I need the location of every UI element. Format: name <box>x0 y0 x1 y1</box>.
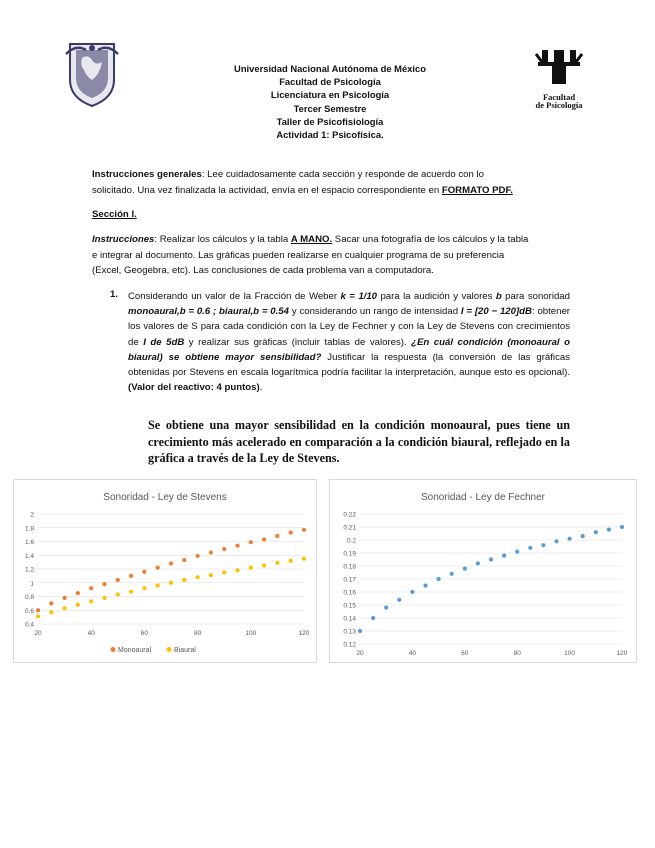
stevens-chart-svg <box>14 480 316 662</box>
data-point <box>302 557 306 561</box>
data-point <box>581 534 585 538</box>
fechner-chart-svg <box>330 480 636 662</box>
data-point <box>169 581 173 585</box>
q-text-f: y realizar sus gráficas (incluir tablas de valores). <box>184 336 412 348</box>
data-point <box>209 573 213 577</box>
chart-title: Sonoridad - Ley de Fechner <box>421 492 545 503</box>
data-point <box>515 550 519 554</box>
data-point <box>102 596 106 600</box>
x-tick-label: 100 <box>245 630 257 637</box>
answer-text: Se obtiene una mayor sensibilidad en la condición monoaural, pues tiene un crecimiento más acelerado en comparación a la condición biaural, reflejado en la gráfica a través de la Ley de Stevens. <box>148 418 570 465</box>
y-tick-label: 0.8 <box>24 594 34 601</box>
x-tick-label: 40 <box>87 630 95 637</box>
general-instructions <box>92 167 570 198</box>
general-text-2: solicitado. Una vez finalizada la actividad, envía en el espacio correspondiente en <box>92 184 442 196</box>
header-course: Taller de Psicofisiología <box>276 115 384 127</box>
logo-label-psicologia: de Psicología <box>535 100 583 110</box>
by-hand-note: A MANO. <box>290 234 333 245</box>
data-point <box>222 570 226 574</box>
data-point <box>129 574 133 578</box>
question-number: 1. <box>110 289 119 300</box>
data-point <box>437 577 441 581</box>
data-point <box>182 558 186 562</box>
data-point <box>620 525 624 529</box>
y-tick-label: 0.2 <box>346 537 356 545</box>
data-point <box>289 559 293 563</box>
data-point <box>397 598 401 602</box>
y-tick-label: 0.21 <box>343 524 356 532</box>
data-point <box>63 596 67 600</box>
data-point <box>502 554 506 558</box>
q-text-a: Considerando un valor de la Fracción de Weber <box>128 291 341 302</box>
y-tick-label: 1.4 <box>24 552 34 560</box>
y-tick-label: 1 <box>30 580 34 588</box>
data-point <box>76 603 80 607</box>
x-tick-label: 80 <box>513 650 521 657</box>
x-tick-label: 120 <box>298 630 310 637</box>
general-text-1: : Lee cuidadosamente cada sección y responde de acuerdo con lo <box>201 169 484 180</box>
data-point <box>235 568 239 572</box>
data-point <box>49 601 53 605</box>
data-point <box>76 591 80 595</box>
instructions-line-3: (Excel, Geogebra, etc). Las conclusiones de cada problema van a computadora. <box>92 265 434 276</box>
x-tick-label: 120 <box>616 650 628 657</box>
x-tick-label: 60 <box>461 650 469 657</box>
instructions-label: Instrucciones <box>92 234 155 245</box>
data-point <box>116 592 120 596</box>
y-tick-label: 0.16 <box>343 589 356 597</box>
y-tick-label: 1.2 <box>24 566 34 574</box>
data-point <box>476 561 480 565</box>
y-tick-label: 1.8 <box>24 525 34 533</box>
x-tick-label: 80 <box>193 630 202 637</box>
x-tick-label: 20 <box>356 650 364 657</box>
data-point <box>302 528 306 532</box>
header-semester: Tercer Semestre <box>293 102 367 114</box>
q-text-b: para la audición y valores <box>377 291 496 302</box>
data-point <box>129 590 133 594</box>
chart-title: Sonoridad - Ley de Stevens <box>103 492 227 503</box>
data-point <box>196 575 200 579</box>
y-tick-label: 0.12 <box>343 641 356 649</box>
data-point <box>423 583 427 587</box>
data-point <box>142 570 146 574</box>
unam-logo <box>62 40 122 108</box>
y-tick-label: 0.19 <box>343 550 356 558</box>
section-title: Sección I. <box>92 209 137 220</box>
general-instructions-label: Instrucciones generales <box>92 169 202 180</box>
data-point <box>410 590 414 594</box>
q-b-variable: b <box>495 291 502 302</box>
y-tick-label: 0.6 <box>24 607 34 615</box>
x-tick-label: 40 <box>408 650 417 657</box>
data-point <box>275 561 279 565</box>
data-point <box>554 539 558 543</box>
x-tick-label: 60 <box>140 630 149 637</box>
logo-label-facultad: Facultad <box>542 92 576 102</box>
data-point <box>249 566 253 570</box>
data-point <box>450 572 454 576</box>
data-point <box>463 567 467 571</box>
data-point <box>49 610 53 614</box>
data-point <box>89 599 93 603</box>
y-tick-label: 0.18 <box>343 563 356 571</box>
data-point <box>275 534 279 538</box>
instructions-text-1: : Realizar los cálculos y la tabla <box>154 234 291 245</box>
stevens-chart <box>13 479 317 663</box>
legend-label: Biaural <box>174 647 196 654</box>
data-point <box>182 578 186 582</box>
data-point <box>116 578 120 582</box>
y-tick-label: 0.22 <box>343 511 356 519</box>
data-point <box>156 583 160 587</box>
q-end: . <box>259 382 263 394</box>
q-text-c: para sonoridad <box>501 291 570 302</box>
y-tick-label: 0.17 <box>343 576 356 584</box>
data-point <box>607 528 611 532</box>
psychology-faculty-logo <box>528 48 590 110</box>
legend-label: Monoaural <box>118 647 152 654</box>
q-value: (Valor del reactivo: 4 puntos) <box>128 382 260 394</box>
legend-marker <box>167 647 172 652</box>
q-text-d: y considerando un rango de intensidad <box>288 306 461 318</box>
data-point <box>102 582 106 586</box>
data-point <box>541 543 545 547</box>
q-text-e: : obtener los valores de S para cada condición con la Ley de Fechner y con la Ley de Stevens con crecimientos de <box>128 306 570 348</box>
q-step: I de 5dB <box>143 336 185 348</box>
data-point <box>156 566 160 570</box>
y-tick-label: 0.14 <box>343 615 356 623</box>
section-instructions <box>92 232 570 279</box>
pdf-format-note: FORMATO PDF. <box>441 184 513 196</box>
question-1 <box>128 289 570 395</box>
data-point <box>358 629 362 633</box>
header-faculty: Facultad de Psicología <box>279 76 381 88</box>
data-point <box>209 550 213 554</box>
header-activity: Actividad 1: Psicofísica. <box>276 129 384 141</box>
q-weber-fraction: k = 1/10 <box>340 291 378 302</box>
x-tick-label: 20 <box>34 630 42 637</box>
data-point <box>142 586 146 590</box>
legend-marker <box>111 647 116 652</box>
data-point <box>36 608 40 612</box>
q-b-values: monoaural,b = 0.6 ; biaural,b = 0.54 <box>128 306 289 318</box>
y-tick-label: 2 <box>30 511 34 519</box>
q-text-g: Justificar la respuesta (la conversión de las gráficas obtenidas por Stevens en escala logarítmica podría facilitar la interpretación, aunque esto es opcional). <box>128 351 570 379</box>
data-point <box>528 546 532 550</box>
header-degree: Licenciatura en Psicología <box>270 89 390 101</box>
data-point <box>489 557 493 561</box>
q-intensity-range: I = [20 − 120]dB <box>460 306 532 318</box>
instructions-text-2: Sacar una fotografía de los cálculos y la tabla <box>332 234 529 245</box>
data-point <box>63 606 67 610</box>
data-point <box>36 614 40 618</box>
y-tick-label: 1.6 <box>24 539 34 546</box>
document-header <box>180 62 480 141</box>
y-tick-label: 0.13 <box>343 628 356 636</box>
data-point <box>169 561 173 565</box>
x-tick-label: 100 <box>564 650 576 657</box>
data-point <box>262 563 266 567</box>
data-point <box>196 554 200 558</box>
data-point <box>222 547 226 551</box>
y-tick-label: 0.4 <box>24 621 34 629</box>
data-point <box>371 616 375 620</box>
y-tick-label: 0.15 <box>343 602 356 610</box>
data-point <box>89 586 93 590</box>
q-question: ¿En cuál condición (monoaural o biaural) se obtiene mayor sensibilidad? <box>128 336 570 363</box>
data-point <box>594 530 598 534</box>
data-point <box>289 530 293 534</box>
data-point <box>384 606 388 610</box>
data-point <box>249 540 253 544</box>
data-point <box>568 537 572 541</box>
instructions-line-2: e integrar al documento. Las gráficas pueden realizarse en cualquier programa de su preferencia <box>92 249 505 261</box>
header-university: Universidad Nacional Autónoma de México <box>234 63 426 74</box>
fechner-chart <box>329 479 637 663</box>
data-point <box>235 544 239 548</box>
data-point <box>262 537 266 541</box>
